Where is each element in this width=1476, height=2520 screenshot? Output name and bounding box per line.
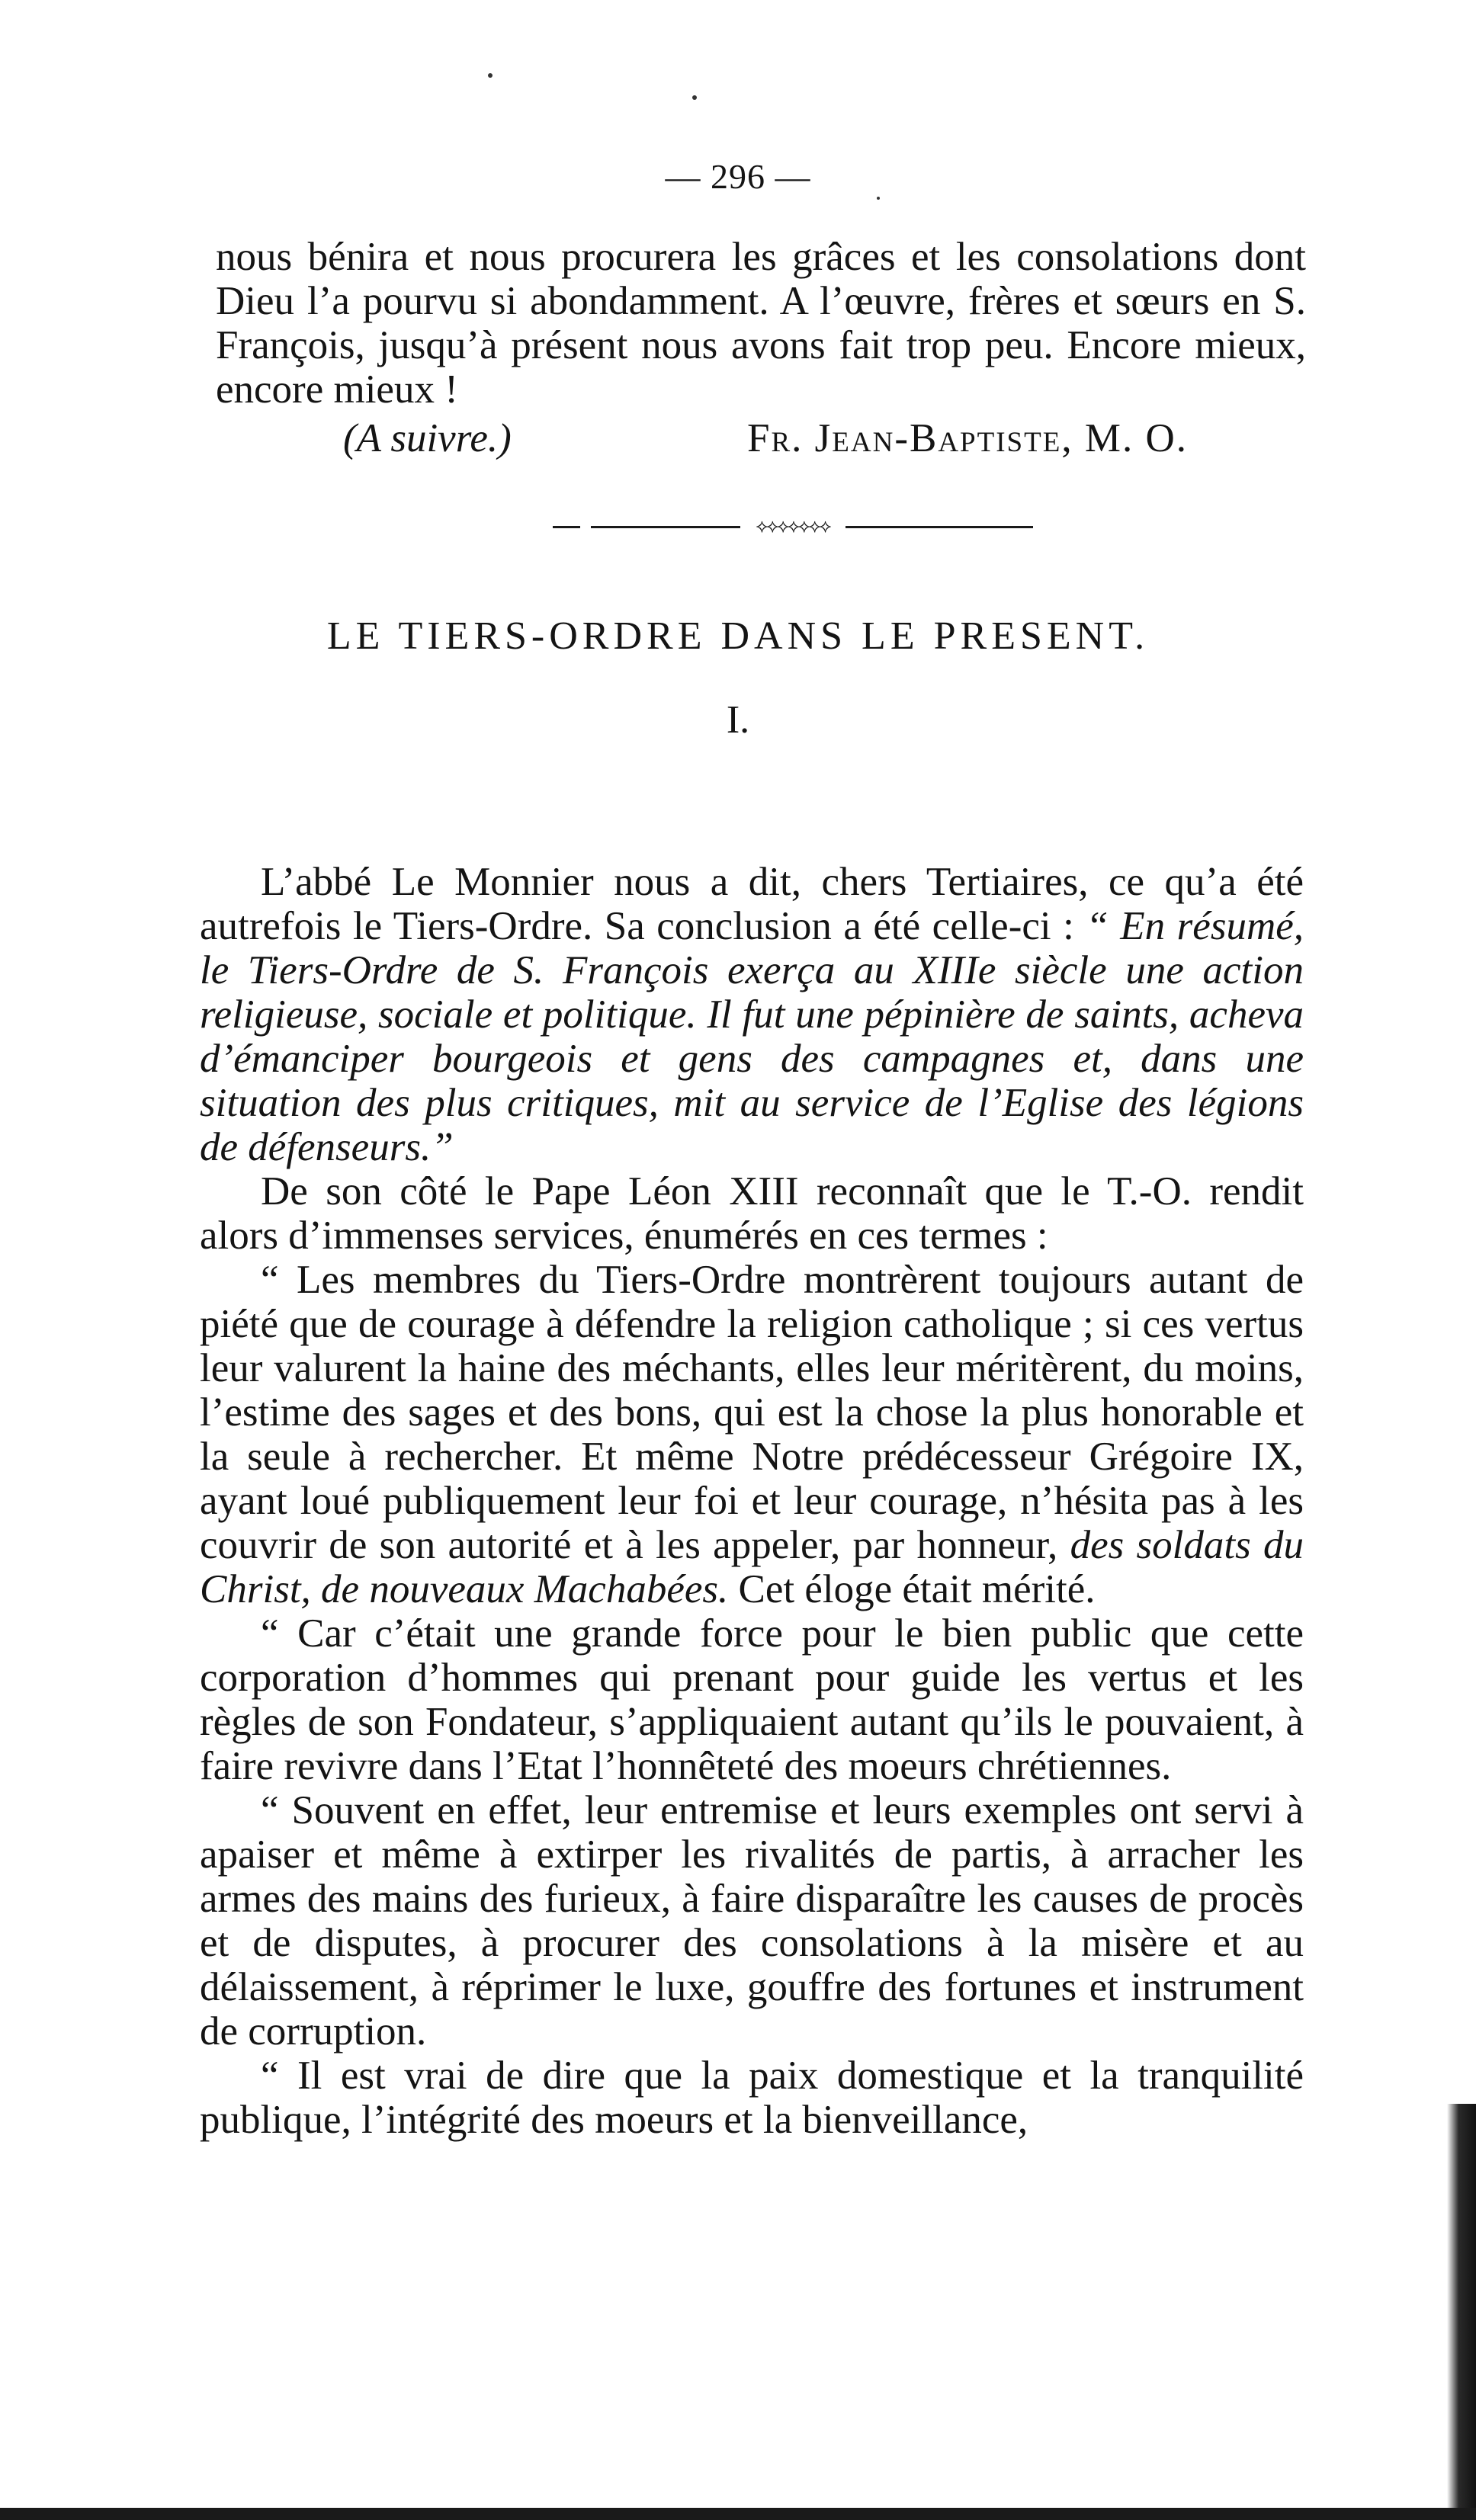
page-edge-shadow-bottom (0, 2508, 1476, 2520)
quoted-honorific: des soldats du Christ, de nouveaux Machabées. (200, 1523, 1304, 1611)
paragraph-pope: De son côté le Pape Léon XIII reconnaît que le T.-O. rendit alors d’immenses services, énumérés en ces termes : (200, 1169, 1304, 1258)
divider-rule-left-stub (553, 526, 580, 528)
section-number: I. (726, 698, 750, 742)
divider-flourish: ⟡⟡⟡⟡⟡⟡⟡ (756, 517, 830, 537)
intro-paragraph (216, 235, 1306, 412)
paragraph-quote-2: “ Car c’était une grande force pour le bien public que cette corporation d’hommes qui prenant pour guide les vertus et les règles de son Fondateur, s’appliquaient autant qu’ils le pouvaient, à faire revivre dans l’Etat l’honnêteté des moeurs chrétiennes. (200, 1611, 1304, 1788)
author-signature: Fr. Jean-Baptiste, M. O. (747, 416, 1188, 460)
page-edge-shadow-right (1447, 2104, 1476, 2520)
paragraph-quote-1 (200, 1258, 1304, 1611)
divider-rule-left (591, 526, 740, 528)
paragraph-text: “ Les membres du Tiers-Ordre montrèrent toujours autant de piété que de courage à défendre la religion catholique ; si ces vertus leur valurent la haine des méchants, elles leur méritèrent, du moins, l’estime des sages et des bons, qui est la chose la plus honorable et la seule à rechercher. Et même Notre prédécesseur Grégoire IX, ayant loué publiquement leur foi et leur courage, n’hésita pas à les couvrir de son autorité et à les appeler, par honneur, (200, 1258, 1304, 1567)
section-title: LE TIERS-ORDRE DANS LE PRESENT. (326, 614, 1150, 658)
paragraph-quote-4: “ Il est vrai de dire que la paix domestique et la tranquilité publique, l’intégrité des moeurs et la bienveillance, (200, 2054, 1304, 2142)
ink-speck (877, 197, 880, 200)
to-be-continued-note: (A suivre.) (343, 416, 512, 460)
paragraph-text: L’abbé Le Monnier nous a dit, chers Tertiaires, ce qu’a été autrefois le Tiers-Ordre. Sa conclusion a été celle-ci : (200, 860, 1304, 948)
paragraph-intro-quote (200, 860, 1304, 1169)
paragraph-text: Cet éloge était mérité. (738, 1567, 1096, 1611)
section-divider-ornament (553, 515, 1033, 538)
quoted-summary: “ En résumé, le Tiers-Ordre de S. François exerça au XIIIe siècle une action religieuse, sociale et politique. Il fut une pépinière de saints, acheva d’émanciper bourgeois et gens des campagnes et, dans une situation des plus critiques, mit au service de l’Eglise des légions de défenseurs.” (200, 904, 1304, 1169)
divider-rule-right (845, 526, 1033, 528)
article-body (200, 860, 1304, 2142)
page-number: — 296 — (665, 157, 811, 196)
ink-speck (692, 95, 697, 100)
paragraph-quote-3: “ Souvent en effet, leur entremise et leurs exemples ont servi à apaiser et même à extirper les rivalités de partis, à arracher les armes des mains des furieux, à faire disparaître les causes de procès et de disputes, à procurer des consolations à la misère et au délaissement, à réprimer le luxe, gouffre des fortunes et instrument de corruption. (200, 1788, 1304, 2054)
ink-speck (488, 73, 493, 78)
intro-text: nous bénira et nous procurera les grâces et les consolations dont Dieu l’a pourvu si abondamment. A l’œuvre, frères et sœurs en S. François, jusqu’à présent nous avons fait trop peu. Encore mieux, encore mieux ! (216, 235, 1306, 412)
